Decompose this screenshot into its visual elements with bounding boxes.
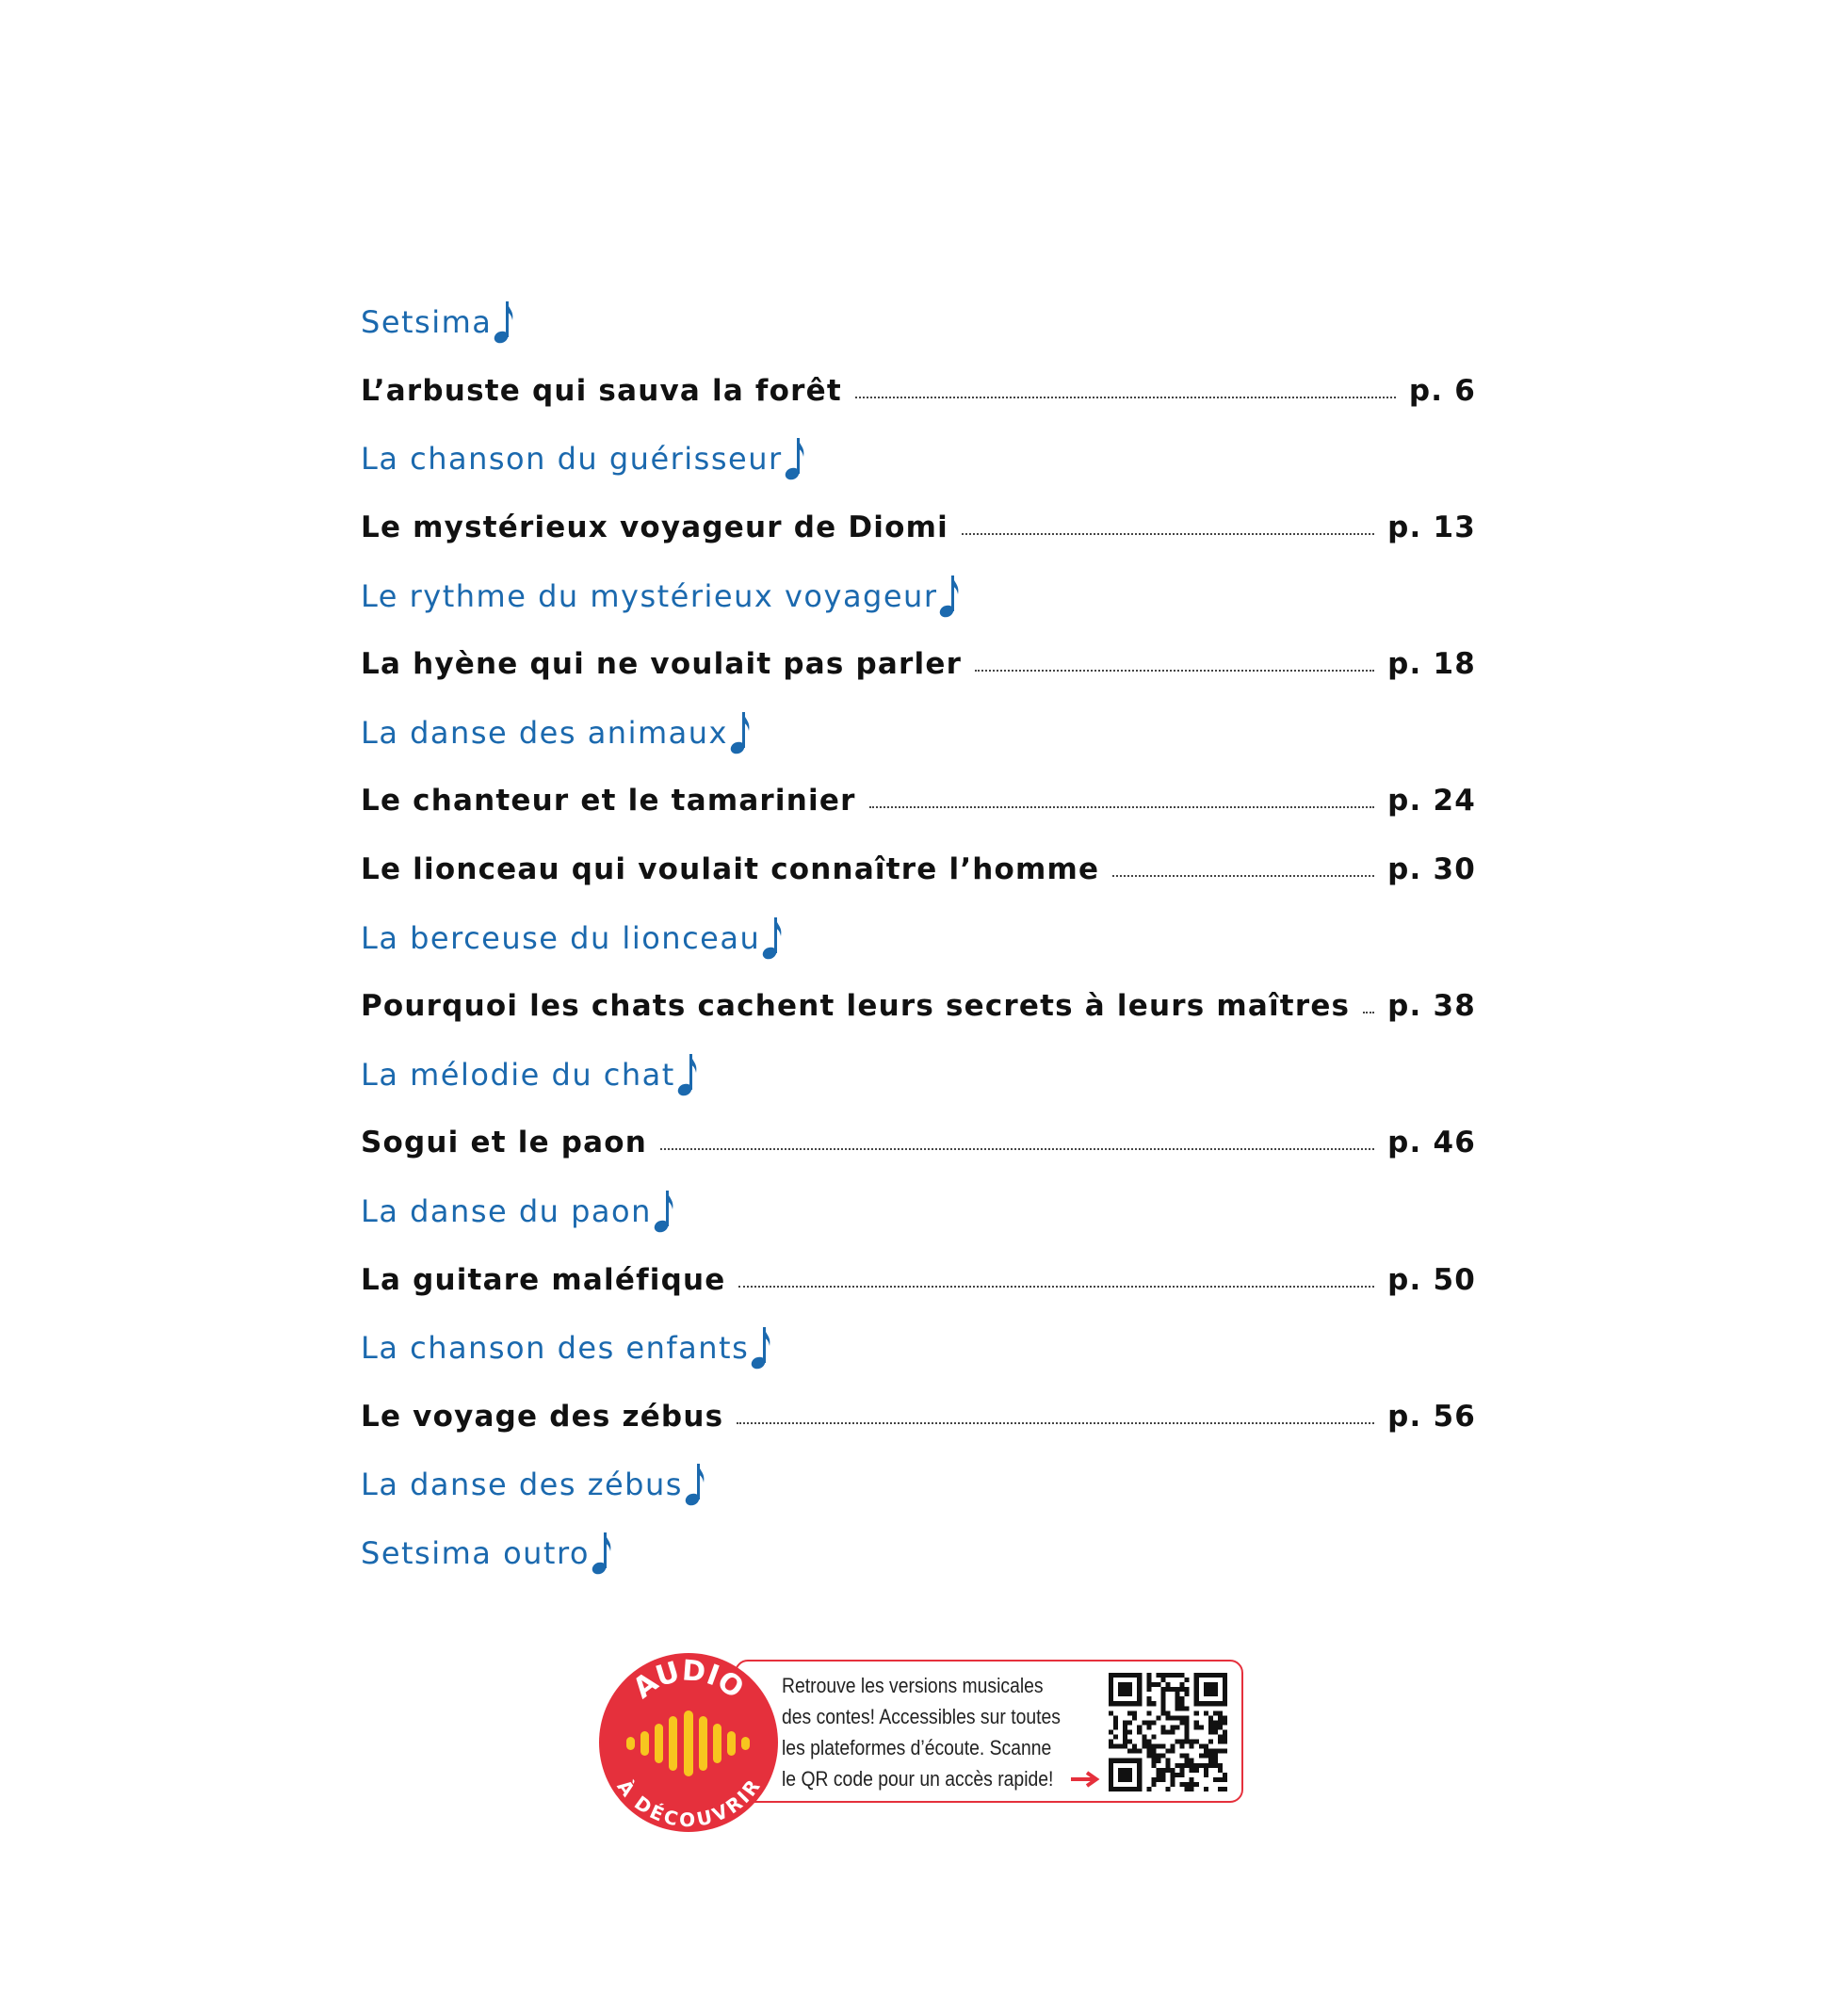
toc-story-entry[interactable] <box>361 630 1476 699</box>
music-note-icon <box>785 434 805 483</box>
song-title: La chanson du guérisseur <box>361 441 783 478</box>
page-number: p. 30 <box>1387 852 1476 887</box>
dot-leader <box>869 806 1375 808</box>
toc-story-entry[interactable] <box>361 1245 1476 1314</box>
song-title: La berceuse du lionceau <box>361 919 761 956</box>
badge-top-text: AUDIO <box>626 1654 750 1706</box>
page-number: p. 56 <box>1387 1399 1476 1434</box>
music-note-icon <box>685 1460 705 1509</box>
toc-song-entry[interactable] <box>361 1177 1476 1246</box>
toc-story-entry[interactable] <box>361 972 1476 1041</box>
music-note-icon <box>654 1187 674 1236</box>
page-number: p. 46 <box>1387 1126 1476 1160</box>
music-note-icon <box>494 298 514 347</box>
music-note-icon <box>730 708 751 757</box>
story-title: La hyène qui ne voulait pas parler <box>361 647 963 682</box>
story-title: La guitare maléfique <box>361 1262 726 1297</box>
page-number: p. 18 <box>1387 647 1476 682</box>
toc-song-entry[interactable] <box>361 699 1476 768</box>
music-note-icon <box>677 1050 698 1099</box>
song-title: Setsima <box>361 304 493 341</box>
music-note-icon <box>762 914 783 963</box>
song-title: Setsima outro <box>361 1534 590 1571</box>
toc-song-entry[interactable] <box>361 1519 1476 1588</box>
table-of-contents <box>361 288 1476 1587</box>
song-title: La danse des animaux <box>361 714 728 751</box>
page-number: p. 38 <box>1387 989 1476 1024</box>
story-title: Le voyage des zébus <box>361 1399 724 1434</box>
toc-story-entry[interactable] <box>361 767 1476 835</box>
song-title: La danse des zébus <box>361 1467 683 1503</box>
story-title: Pourquoi les chats cachent leurs secrets à leurs maîtres <box>361 989 1351 1024</box>
audio-text-line: des contes! Accessibles sur toutes <box>782 1705 1061 1728</box>
toc-song-entry[interactable] <box>361 903 1476 972</box>
story-title: Sogui et le paon <box>361 1126 648 1160</box>
badge-bottom-text: À DÉCOUVRIR <box>612 1775 765 1832</box>
toc-story-entry[interactable] <box>361 835 1476 904</box>
dot-leader <box>738 1286 1374 1288</box>
song-title: La danse du paon <box>361 1193 652 1230</box>
toc-song-entry[interactable] <box>361 1314 1476 1383</box>
dot-leader <box>855 397 1396 398</box>
song-title: Le rythme du mystérieux voyageur <box>361 577 938 614</box>
music-note-icon <box>592 1529 612 1578</box>
audio-description <box>782 1670 1068 1794</box>
story-title: Le lionceau qui voulait connaître l’homme <box>361 852 1100 887</box>
audio-text-line: le QR code pour un accès rapide! <box>782 1767 1054 1791</box>
music-note-icon <box>939 572 960 621</box>
dot-leader <box>962 533 1374 535</box>
music-note-icon <box>751 1323 771 1372</box>
page-number: p. 24 <box>1387 784 1476 819</box>
dot-leader <box>975 670 1374 672</box>
toc-story-entry[interactable] <box>361 1109 1476 1177</box>
page-number: p. 6 <box>1408 373 1476 408</box>
dot-leader <box>737 1422 1374 1424</box>
audio-text-line: Retrouve les versions musicales <box>782 1674 1044 1697</box>
toc-song-entry[interactable] <box>361 1041 1476 1110</box>
page-number: p. 50 <box>1387 1262 1476 1297</box>
toc-song-entry[interactable] <box>361 1451 1476 1519</box>
toc-story-entry[interactable] <box>361 1383 1476 1451</box>
page-number: p. 13 <box>1387 511 1476 545</box>
toc-song-entry[interactable] <box>361 288 1476 357</box>
dot-leader <box>1112 875 1374 877</box>
toc-song-entry[interactable] <box>361 561 1476 630</box>
song-title: La chanson des enfants <box>361 1330 750 1367</box>
arrow-right-icon <box>1069 1771 1101 1788</box>
toc-song-entry[interactable] <box>361 425 1476 494</box>
toc-story-entry[interactable] <box>361 357 1476 426</box>
toc-story-entry[interactable] <box>361 494 1476 562</box>
song-title: La mélodie du chat <box>361 1056 675 1093</box>
story-title: Le mystérieux voyageur de Diomi <box>361 511 948 545</box>
dot-leader <box>1363 1012 1374 1013</box>
story-title: Le chanteur et le tamarinier <box>361 784 856 819</box>
dot-leader <box>660 1148 1374 1150</box>
qr-code-icon[interactable] <box>1109 1673 1227 1791</box>
audio-badge-icon <box>596 1650 781 1835</box>
audio-text-line: les plateformes d’écoute. Scanne <box>782 1736 1052 1759</box>
story-title: L’arbuste qui sauva la forêt <box>361 373 842 408</box>
